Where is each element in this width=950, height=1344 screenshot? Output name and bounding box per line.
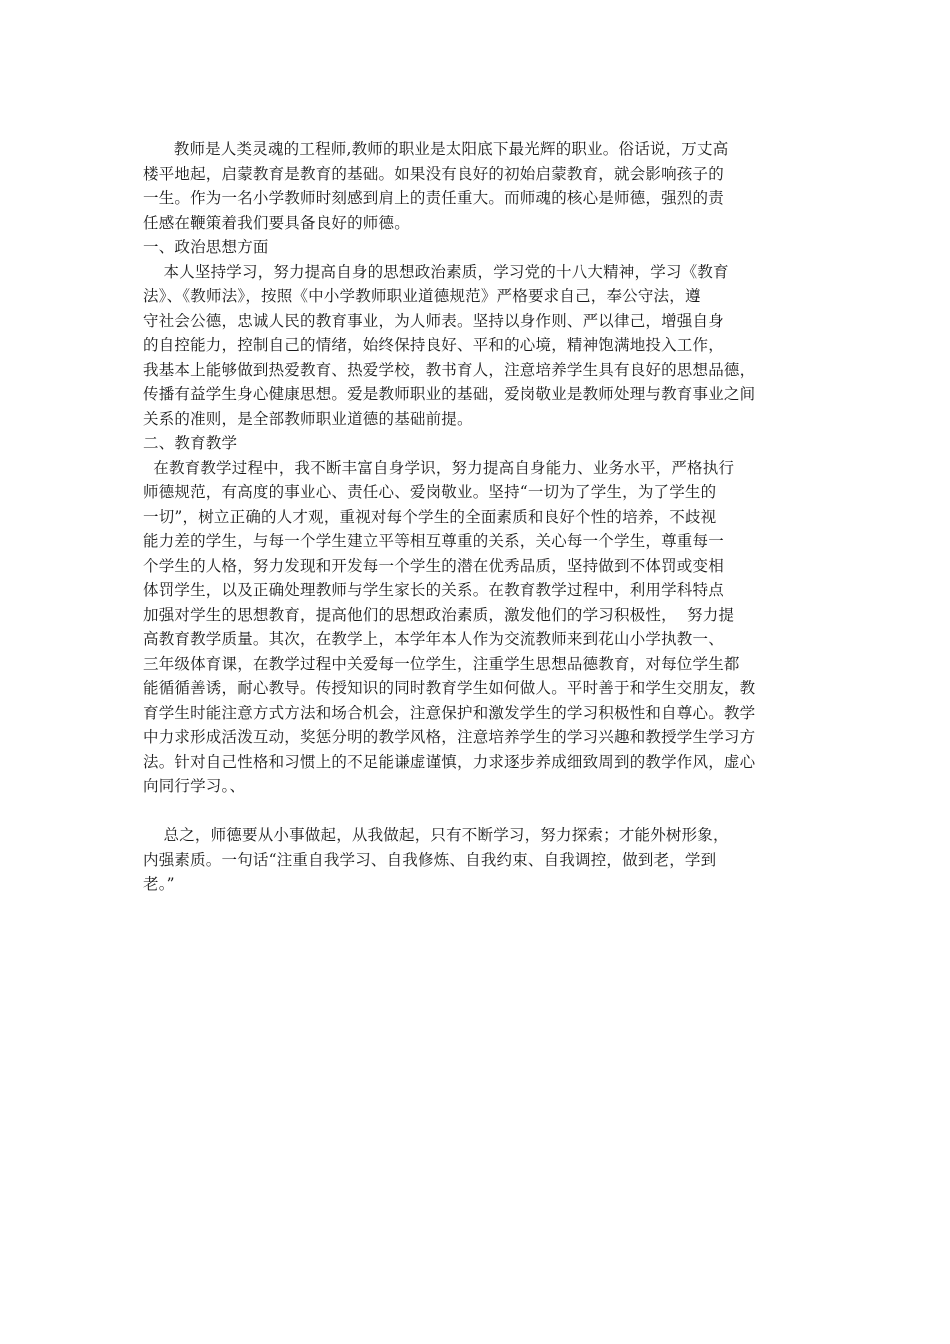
text-line: 教师是人类灵魂的工程师,教师的职业是太阳底下最光辉的职业。俗话说，万丈高: [143, 140, 729, 158]
text-line: 老。”: [143, 875, 175, 893]
text-line: 高教育教学质量。其次，在教学上，本学年本人作为交流教师来到花山小学执教一、: [143, 630, 724, 648]
text-line: 育学生时能注意方式方法和场合机会，注意保护和激发学生的学习积极性和自尊心。教学: [143, 703, 756, 722]
text-line: 向同行学习。、: [143, 777, 246, 795]
text-line: 在教育教学过程中，我不断丰富自身学识，努力提高自身能力、业务水平，严格执行: [143, 458, 735, 477]
text-line: 能力差的学生，与每一个学生建立平等相互尊重的关系，关心每一个学生，尊重每一: [143, 532, 724, 550]
text-line: 关系的准则，是全部教师职业道德的基础前提。: [143, 409, 473, 428]
text-line: 一、政治思想方面: [143, 238, 269, 256]
text-line: 个学生的人格，努力发现和开发每一个学生的潜在优秀品质，坚持做到不体罚或变相: [143, 556, 724, 575]
text-line: 传播有益学生身心健康思想。爱是教师职业的基础，爱岗敬业是教师处理与教育事业之间: [143, 385, 756, 403]
text-line: 内强素质。一句话“注重自我学习、自我修炼、自我约束、自我调控，做到老，学到: [143, 850, 717, 869]
text-line: 二、教育教学: [143, 434, 238, 452]
text-line: 一切”，树立正确的人才观，重视对每个学生的全面素质和良好个性的培养，不歧视: [143, 507, 717, 526]
text-line: 三年级体育课，在教学过程中关爱每一位学生，注重学生思想品德教育，对每位学生都: [143, 654, 740, 673]
text-line: 本人坚持学习，努力提高自身的思想政治素质，学习党的十八大精神，学习《教育: [143, 262, 729, 281]
text-line: 一生。作为一名小学教师时刻感到肩上的责任重大。而师魂的核心是师德，强烈的责: [143, 189, 724, 207]
text-line: 师德规范，有高度的事业心、责任心、爱岗敬业。坚持“一切为了学生，为了学生的: [143, 483, 717, 501]
text-line: 法》、《教师法》，按照《中小学教师职业道德规范》严格要求自己，奉公守法，遵: [143, 287, 701, 305]
text-line: 体罚学生，以及正确处理教师与学生家长的关系。在教育教学过程中，利用学科特点: [143, 581, 724, 599]
text-line: 守社会公德，忠诚人民的教育事业，为人师表。坚持以身作则、严以律己，增强自身: [143, 311, 724, 330]
paragraph-spacer: [143, 799, 823, 824]
text-line: 任感在鞭策着我们要具备良好的师德。: [143, 213, 410, 232]
text-line: 总之，师德要从小事做起，从我做起，只有不断学习，努力探索；才能外树形象，: [143, 826, 729, 844]
text-line: 加强对学生的思想教育，提高他们的思想政治素质，激发他们的学习积极性， 努力提: [143, 605, 735, 624]
text-line: 我基本上能够做到热爱教育、热爱学校，教书育人，注意培养学生具有良好的思想品德，: [143, 360, 756, 379]
text-line: 楼平地起，启蒙教育是教育的基础。如果没有良好的初始启蒙教育，就会影响孩子的: [143, 164, 724, 183]
document-body: [143, 137, 823, 897]
text-line: 中力求形成活泼互动，奖惩分明的教学风格，注意培养学生的学习兴趣和教授学生学习方: [143, 728, 756, 746]
text-line: 的自控能力，控制自己的情绪，始终保持良好、平和的心境，精神饱满地投入工作，: [143, 336, 724, 354]
text-line: 能循循善诱，耐心教导。传授知识的同时教育学生如何做人。平时善于和学生交朋友，教: [143, 679, 756, 697]
text-line: 法。针对自己性格和习惯上的不足能谦虚谨慎，力求逐步养成细致周到的教学作风，虚心: [143, 752, 756, 771]
